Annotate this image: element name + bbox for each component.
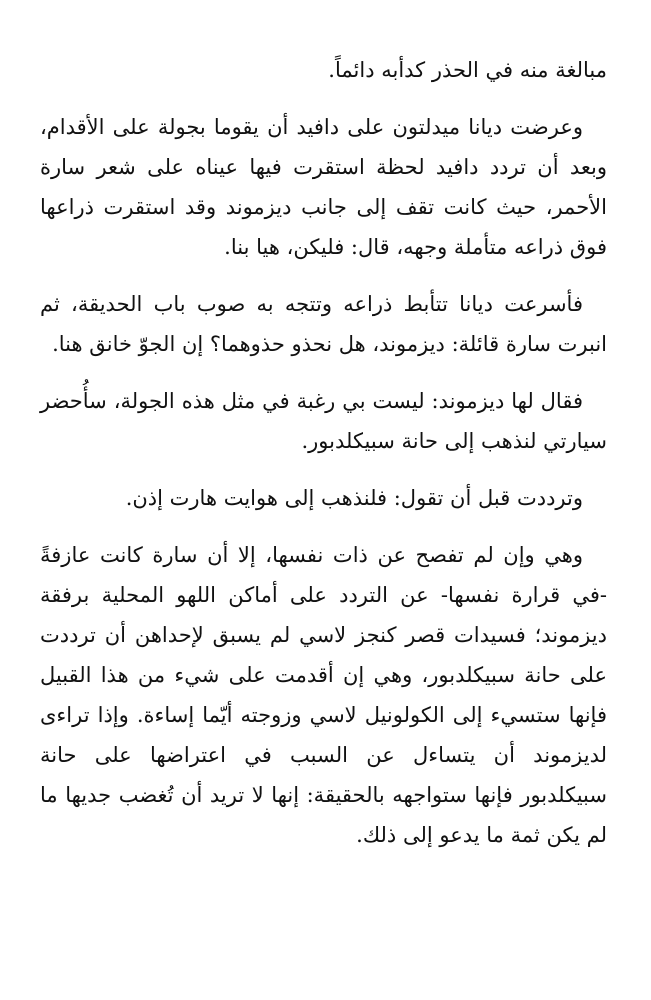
paragraph-1: مبالغة منه في الحذر كدأبه دائماً.: [328, 58, 607, 82]
paragraph-3: فأسرعت ديانا تتأبط ذراعه وتتجه به صوب باب الحديقة، ثم انبرت سارة قائلة: ديزموند، هل نحذو حذوهما؟ إن الجوّ خانق هنا.: [40, 292, 607, 356]
paragraph-5: وترددت قبل أن تقول: فلنذهب إلى هوايت هارت إذن.: [125, 486, 583, 510]
paragraph-6: وهي وإن لم تفصح عن ذات نفسها، إلا أن سارة كانت عازفةً -في قرارة نفسها- عن التردد على أماكن اللهو المحلية برفقة ديزموند؛ فسيدات قصر كنجز لاسي لم يسبق لإحداهن أن ترددت على حانة سبيكلدبور، وهي إن أقدمت على شيء من هذا القبيل فإنها ستسيء إلى الكولونيل لاسي وزوجته أيّما إساءة. وإذا تراءى لديزموند أن يتساءل عن السبب في اعتراضها على حانة سبيكلدبور فإنها ستواجهه بالحقيقة: إنها لا تريد أن تُغضب جديها ما لم يكن ثمة ما يدعو إلى ذلك.: [40, 543, 607, 847]
paragraph-2: وعرضت ديانا ميدلتون على دافيد أن يقوما بجولة على الأقدام، وبعد أن تردد دافيد لحظة استقرت فيها عيناه على شعر سارة الأحمر، حيث كانت تقف إلى جانب ديزموند وقد استقرت ذراعها فوق ذراعه متأملة وجهه، قال: فليكن، هيا بنا.: [40, 115, 607, 259]
paragraph-4: فقال لها ديزموند: ليست بي رغبة في مثل هذه الجولة، سأُحضر سيارتي لنذهب إلى حانة سبيكلدبور.: [40, 389, 607, 453]
